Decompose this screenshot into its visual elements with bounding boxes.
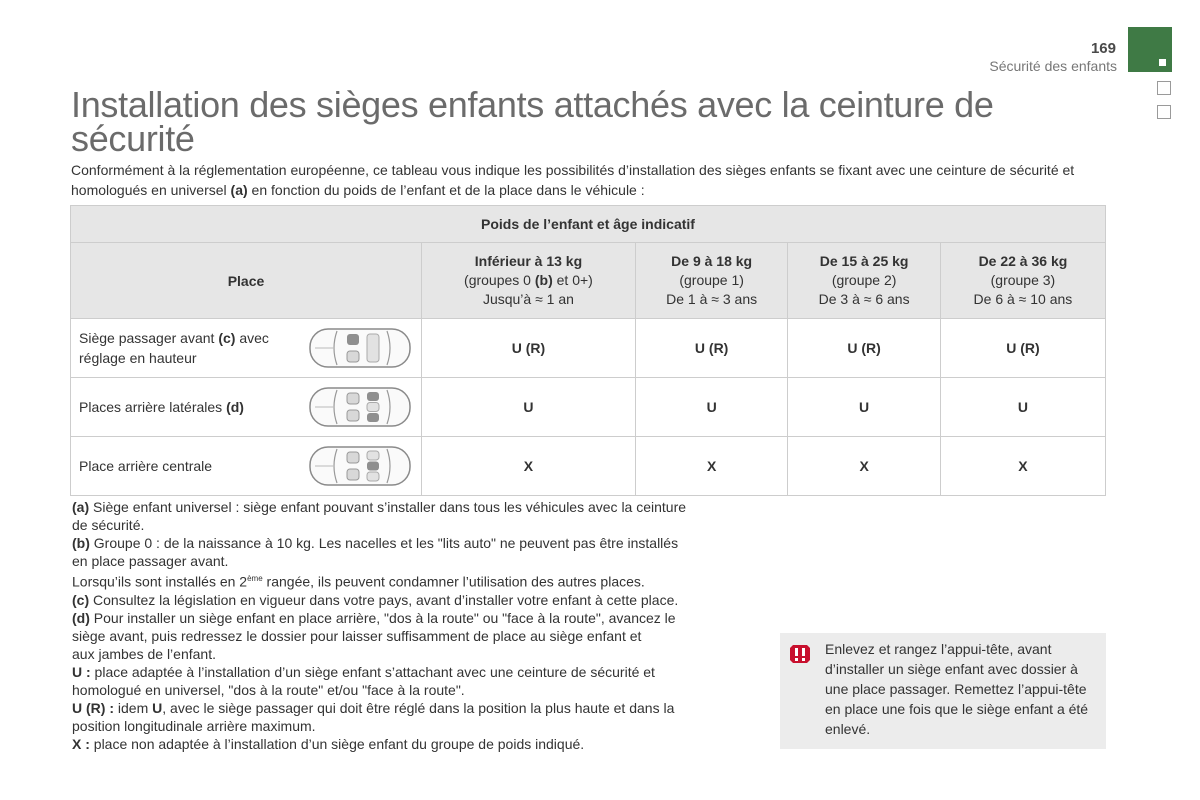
column-age: De 1 à ≈ 3 ans [666, 291, 758, 307]
legend-ur-cont: position longitudinale arrière maximum. [72, 717, 316, 734]
footnotes [72, 498, 772, 753]
intro-paragraph [71, 160, 1116, 200]
column-group: (groupes 0 (b) et 0+) [464, 272, 593, 288]
legend-ur: U (R) : idem U, avec le siège passager qui doit être réglé dans la position la plus haute et dans la [72, 699, 675, 716]
footnote-b-cont: en place passager avant. [72, 553, 229, 569]
page-number: 169 [1090, 40, 1116, 57]
legend-u: U : place adaptée à l’installation d’un siège enfant s’attachant avec une ceinture de sécurité et [72, 663, 655, 680]
weight-column-header [940, 243, 1105, 319]
footnote-b: (b) Groupe 0 : de la naissance à 10 kg. Les nacelles et les "lits auto" ne peuvent pas être installés [72, 535, 679, 551]
value-cell: X [635, 437, 787, 496]
value-cell: U (R) [635, 319, 787, 378]
section-name: Sécurité des enfants [989, 58, 1117, 74]
column-group: (groupe 2) [831, 272, 897, 288]
intro-text-end: en fonction du poids de l’enfant et de la place dans le véhicule : [247, 182, 645, 198]
warning-text: Enlevez et rangez l’appui-tête, avant d’installer un siège enfant avec dossier à une place passager. Remettez l’appui-tête en place une fois que le siège enfant a été enlevé. [825, 641, 1089, 737]
chapter-box-icon [1157, 105, 1171, 119]
column-age: De 3 à ≈ 6 ans [818, 291, 910, 307]
table-row [71, 319, 1106, 378]
value-cell: X [940, 437, 1105, 496]
value-cell: U (R) [940, 319, 1105, 378]
column-weight: De 15 à 25 kg [819, 253, 909, 269]
table-row [71, 437, 1106, 496]
value-cell: X [788, 437, 940, 496]
intro-ref: (a) [230, 182, 248, 198]
table-top-header: Poids de l’enfant et âge indicatif [71, 206, 1106, 243]
place-cell: Siège passager avant (c) avec réglage en hauteur [71, 319, 422, 378]
column-weight: De 22 à 36 kg [978, 253, 1068, 269]
value-cell: U [635, 378, 787, 437]
column-group: (groupe 1) [679, 272, 744, 288]
place-header: Place [71, 243, 422, 319]
weight-column-header [635, 243, 787, 319]
footnote-d-cont: siège avant, puis redressez le dossier pour laisser suffisamment de place au siège enfant et [72, 627, 642, 644]
column-weight: Inférieur à 13 kg [474, 253, 583, 269]
page-title: Installation des sièges enfants attachés avec la ceinture de sécurité [71, 84, 994, 159]
warning-icon [789, 643, 811, 665]
intro-text: Conformément à la réglementation européenne, ce tableau vous indique les possibilités d’installation des sièges enfants se fixant avec une ceinture de sécurité et homologués en universel [71, 162, 1075, 198]
chapter-tab [1128, 27, 1172, 72]
warning-box [780, 633, 1106, 749]
column-group: (groupe 3) [990, 272, 1056, 288]
value-cell: U (R) [788, 319, 940, 378]
car-rear-center-seat-icon [307, 444, 413, 488]
column-age: Jusqu’à ≈ 1 an [482, 291, 574, 307]
table-row [71, 378, 1106, 437]
footnote-d: (d) Pour installer un siège enfant en place arrière, "dos à la route" ou "face à la route", avancez le [72, 609, 676, 626]
weight-column-header [788, 243, 940, 319]
footnote-a-cont: de sécurité. [72, 517, 145, 533]
place-cell: Places arrière latérales (d) [71, 378, 422, 437]
value-cell: U (R) [422, 319, 636, 378]
footnote-b-extra: Lorsqu’ils sont installés en 2ème rangée, ils peuvent condamner l’utilisation des autres places. [72, 573, 645, 590]
value-cell: U [940, 378, 1105, 437]
value-cell: X [422, 437, 636, 496]
legend-u-cont: homologué en universel, "dos à la route" et/ou "face à la route". [72, 681, 465, 698]
legend-x: X : place non adaptée à l’installation d’un siège enfant du groupe de poids indiqué. [72, 735, 585, 752]
footnote-c: (c) Consultez la législation en vigueur dans votre pays, avant d’installer votre enfant à cette place. [72, 591, 679, 608]
footnote-a: (a) Siège enfant universel : siège enfant pouvant s’installer dans tous les véhicules avec la ceinture [72, 499, 687, 515]
car-front-seat-icon [307, 326, 413, 370]
column-age: De 6 à ≈ 10 ans [973, 291, 1073, 307]
value-cell: U [422, 378, 636, 437]
value-cell: U [788, 378, 940, 437]
weight-column-header [422, 243, 636, 319]
chapter-box-icon [1157, 81, 1171, 95]
car-rear-lateral-seat-icon [307, 385, 413, 429]
place-cell: Place arrière centrale [71, 437, 422, 496]
footnote-d-cont: aux jambes de l’enfant. [72, 645, 216, 662]
column-weight: De 9 à 18 kg [671, 253, 753, 269]
chapter-marker-icon [1159, 59, 1166, 66]
child-seat-table [70, 205, 1106, 496]
